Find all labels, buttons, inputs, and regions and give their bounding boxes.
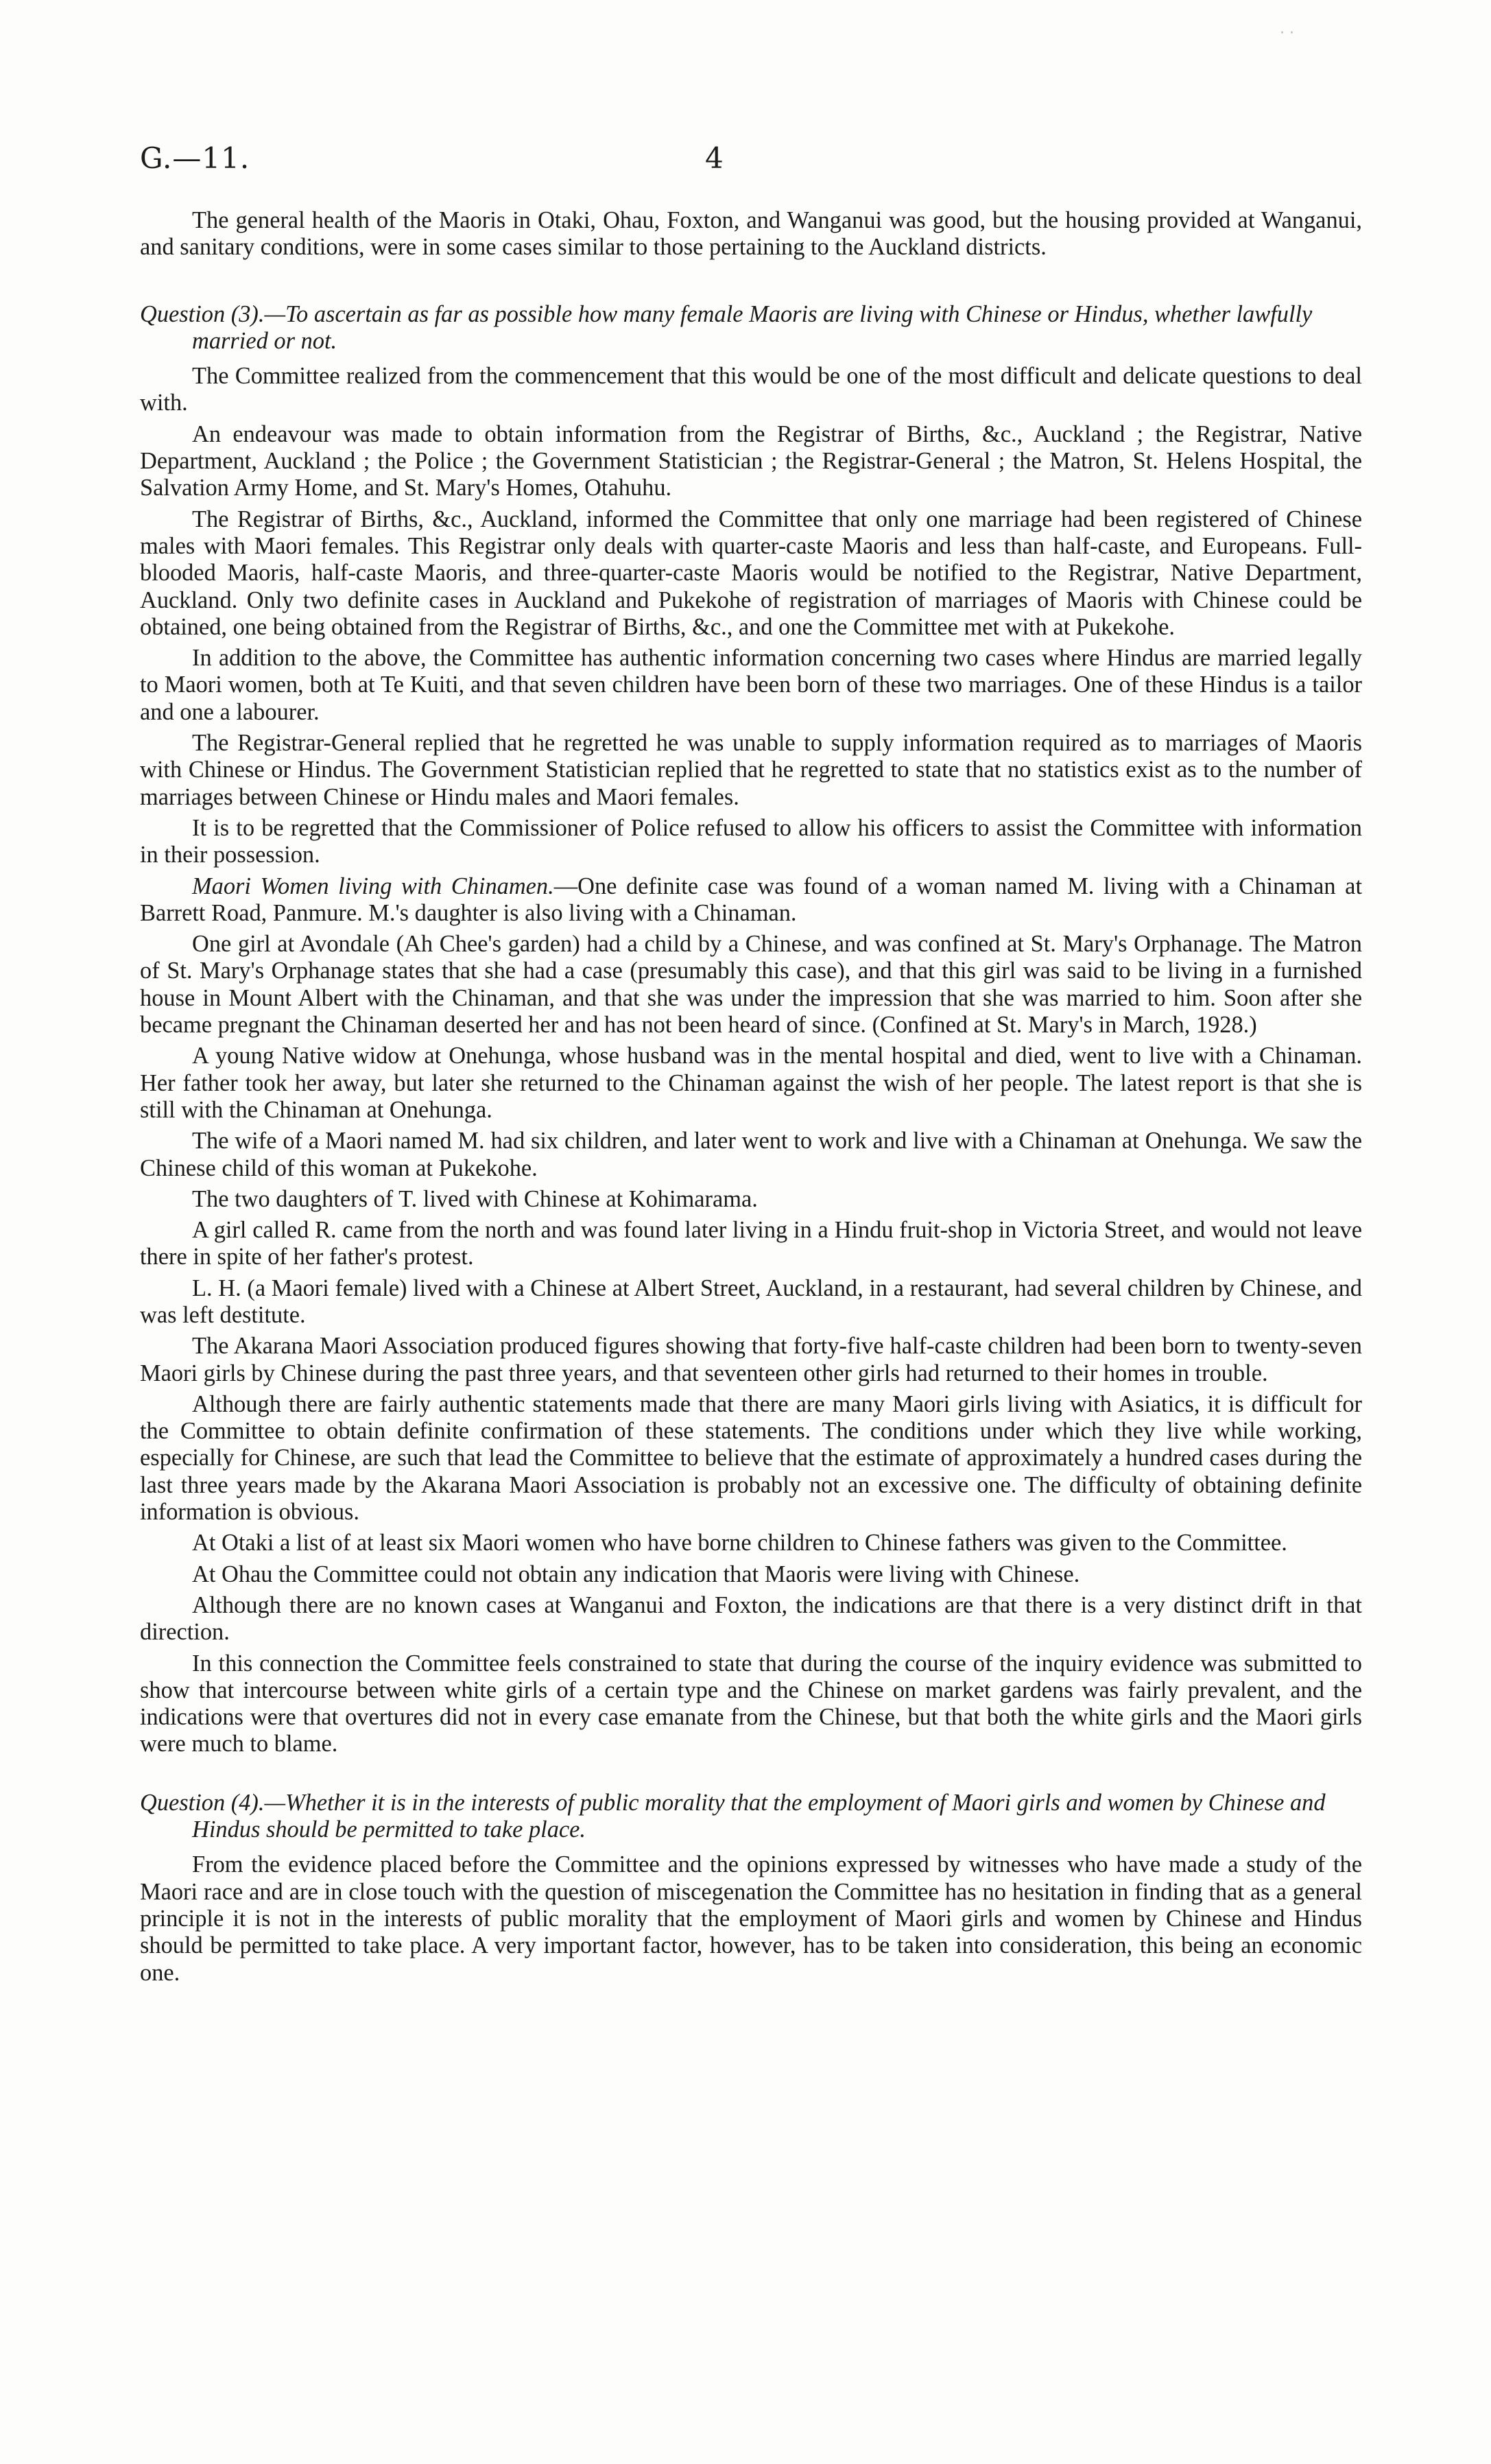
scan-speck-mark: · · bbox=[1280, 25, 1294, 42]
page-header bbox=[140, 141, 1361, 189]
question-4-text: —Whether it is in the interests of public morality that the employment of Maori girls and women by Chinese and Hindus should be permitted to take place. bbox=[192, 1789, 1326, 1843]
paragraph: An endeavour was made to obtain information from the Registrar of Births, &c., Auckland ; the Registrar, Native Department, Auckland ; the Police ; the Government Statistician ; the Registrar-General ; the Matron, St. Helens Hospital, the Salvation Army Home, and St. Mary's Homes, Otahuhu. bbox=[140, 420, 1362, 501]
document-reference: G.—11. bbox=[140, 141, 250, 175]
question-4-heading bbox=[140, 1790, 1362, 1844]
question-3-heading bbox=[140, 301, 1362, 355]
paragraph: In addition to the above, the Committee has authentic information concerning two cases where Hindus are married legally to Maori women, both at Te Kuiti, and that seven children have been born of these two marriages. One of these Hindus is a tailor and one a labourer. bbox=[140, 645, 1362, 725]
question-4-label: Question (4). bbox=[140, 1789, 265, 1816]
paragraph: The two daughters of T. lived with Chinese at Kohimarama. bbox=[192, 1185, 758, 1212]
paragraph: A young Native widow at Onehunga, whose husband was in the mental hospital and died, went to live with a Chinaman. Her father took her away, but later she returned to the Chinaman against the wish of her people. The latest report is that she is still with the Chinaman at Onehunga. bbox=[140, 1043, 1362, 1123]
section-lead-italic: Maori Women living with Chinamen. bbox=[192, 873, 554, 899]
paragraph: In this connection the Committee feels constrained to state that during the course of the inquiry evidence was submitted to show that intercourse between white girls of a certain type and the Chinese on market gardens was fairly prevalent, and the indications were that overtures did not in every case emanate from the Chinese, but that both the white girls and the Maori girls were much to blame. bbox=[140, 1650, 1362, 1757]
paragraph-maori-women-chinamen bbox=[140, 873, 1362, 927]
document-body bbox=[140, 207, 1362, 1991]
paragraph: From the evidence placed before the Committee and the opinions expressed by witnesses who have made a study of the Maori race and are in close touch with the question of miscegenation the Committee has no hesitation in finding that as a general principle it is not in the interests of public morality that the employment of Maori girls and women by Chinese and Hindus should be permitted to take place. A very important factor, however, has to be taken into consideration, this being an economic one. bbox=[140, 1851, 1362, 1986]
paragraph: At Otaki a list of at least six Maori women who have borne children to Chinese fathers was given to the Committee. bbox=[192, 1530, 1287, 1556]
page-number: 4 bbox=[705, 141, 724, 175]
paragraph: L. H. (a Maori female) lived with a Chinese at Albert Street, Auckland, in a restaurant, had several children by Chinese, and was left destitute. bbox=[140, 1275, 1362, 1328]
paragraph-general-health: The general health of the Maoris in Otaki, Ohau, Foxton, and Wanganui was good, but the housing provided at Wanganui, and sanitary conditions, were in some cases similar to those pertaining to the Auckland districts. bbox=[140, 207, 1362, 261]
paragraph: The wife of a Maori named M. had six children, and later went to work and live with a Chinaman at Onehunga. We saw the Chinese child of this woman at Pukekohe. bbox=[140, 1128, 1362, 1181]
paragraph: The Akarana Maori Association produced figures showing that forty-five half-caste children had been born to twenty-seven Maori girls by Chinese during the past three years, and that seventeen other girls had returned to their homes in trouble. bbox=[140, 1333, 1362, 1386]
section-lead-rest: —One definite case was found of a woman named M. living with a Chinaman at Barrett Road, Panmure. M.'s daughter is also living with a Chinaman. bbox=[140, 873, 1362, 926]
question-3-text: —To ascertain as far as possible how many female Maoris are living with Chinese or Hindus, whether lawfully married or not. bbox=[192, 300, 1313, 354]
question-3-label: Question (3). bbox=[140, 300, 265, 327]
paragraph: One girl at Avondale (Ah Chee's garden) had a child by a Chinese, and was confined at St. Mary's Orphanage. The Matron of St. Mary's Orphanage states that she had a case (presumably this case), and that this girl was said to be living in a furnished house in Mount Albert with the Chinaman, and that she was under the impression that she was married to him. Soon after she became pregnant the Chinaman deserted her and has not been heard of since. (Confined at St. Mary's in March, 1928.) bbox=[140, 931, 1362, 1039]
paragraph: It is to be regretted that the Commissioner of Police refused to allow his officers to assist the Committee with information in their possession. bbox=[140, 814, 1362, 868]
paragraph: A girl called R. came from the north and was found later living in a Hindu fruit-shop in Victoria Street, and would not leave there in spite of her father's protest. bbox=[140, 1217, 1362, 1270]
paragraph: The Registrar of Births, &c., Auckland, informed the Committee that only one marriage had been registered of Chinese males with Maori females. This Registrar only deals with quarter-caste Maoris and less than half-caste, and Europeans. Full-blooded Maoris, half-caste Maoris, and three-quarter-caste Maoris would be notified to the Registrar, Native Department, Auckland. Only two definite cases in Auckland and Pukekohe of registration of marriages of Maoris with Chinese could be obtained, one being obtained from the Registrar of Births, &c., and one the Committee met with at Pukekohe. bbox=[140, 506, 1362, 640]
paragraph: The Committee realized from the commencement that this would be one of the most difficult and delicate questions to deal with. bbox=[140, 363, 1362, 416]
paragraph: At Ohau the Committee could not obtain any indication that Maoris were living with Chinese. bbox=[192, 1561, 1080, 1587]
paragraph: Although there are no known cases at Wanganui and Foxton, the indications are that there is a very distinct drift in that direction. bbox=[140, 1591, 1362, 1646]
paragraph: The Registrar-General replied that he regretted he was unable to supply information required as to marriages of Maoris with Chinese or Hindus. The Government Statistician replied that he regretted to state that no statistics exist as to the number of marriages between Chinese or Hindu males and Maori females. bbox=[140, 730, 1362, 810]
paragraph: Although there are fairly authentic statements made that there are many Maori girls living with Asiatics, it is difficult for the Committee to obtain definite confirmation of these statements. The conditions under which they live while working, especially for Chinese, are such that lead the Committee to believe that the estimate of approximately a hundred cases during the last three years made by the Akarana Maori Association is probably not an excessive one. The difficulty of obtaining definite information is obvious. bbox=[140, 1390, 1362, 1526]
